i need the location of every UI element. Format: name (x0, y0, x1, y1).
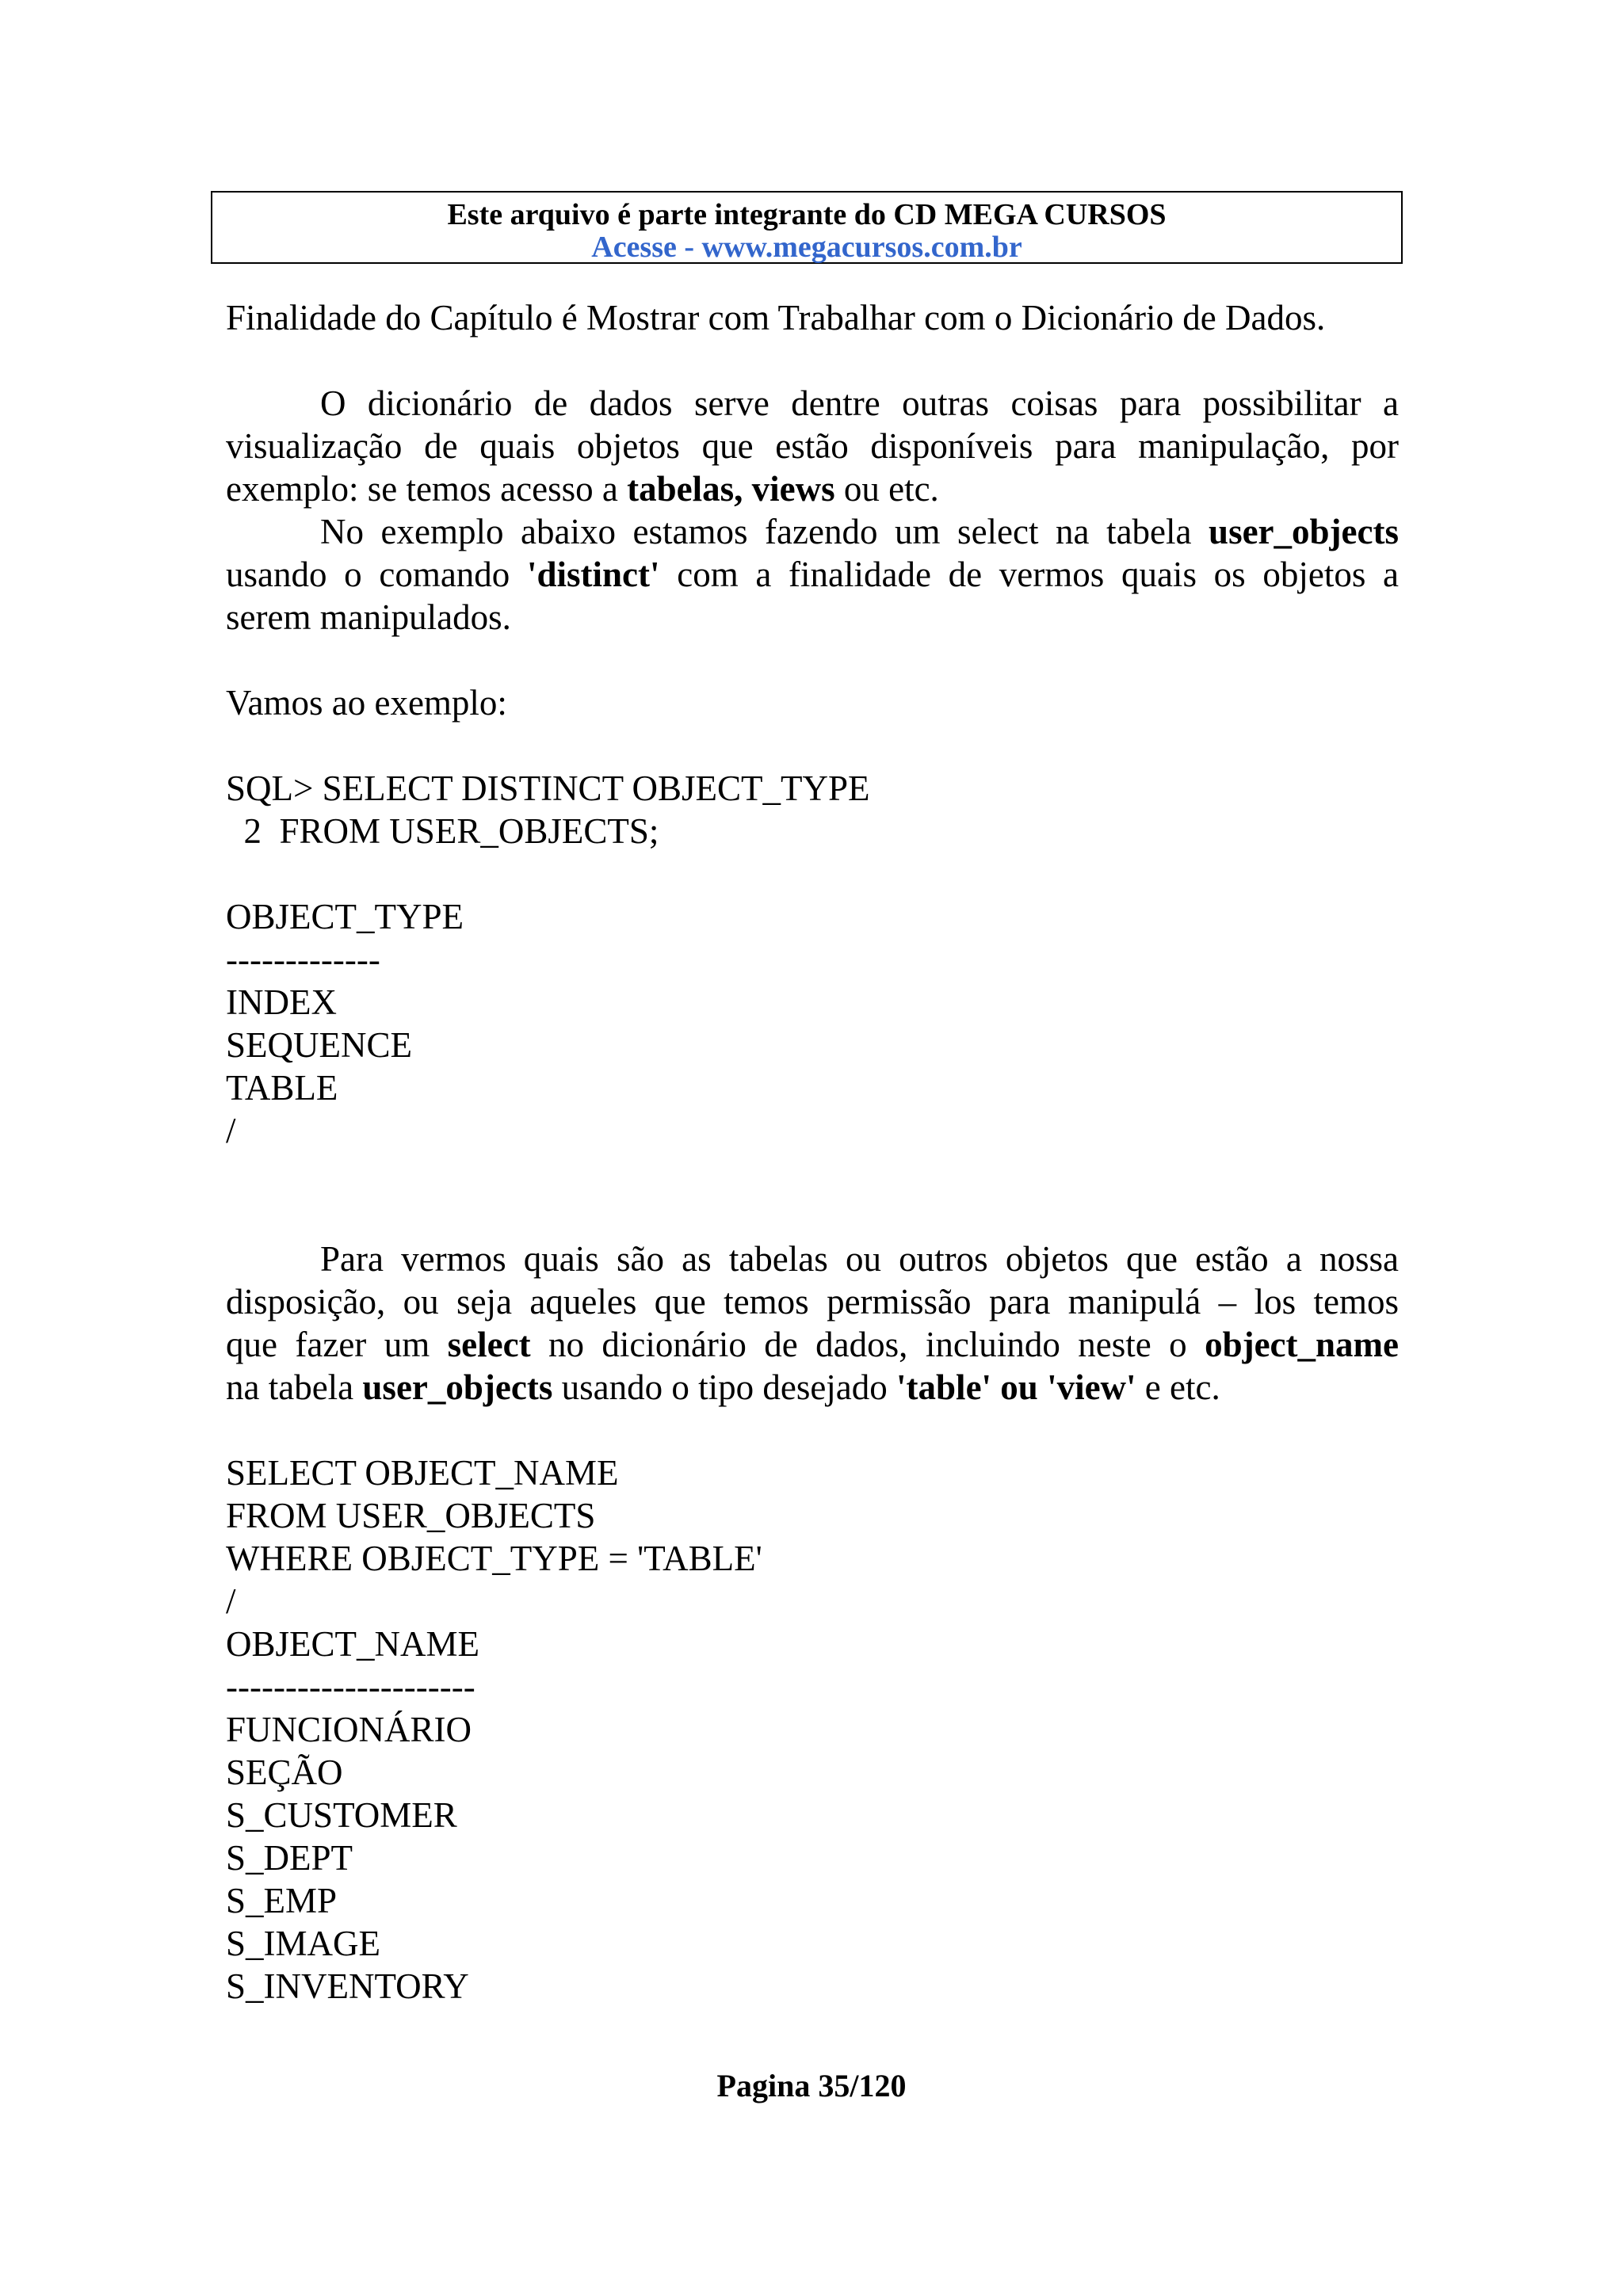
result-row: S_EMP (226, 1881, 338, 1920)
result-row: S_CUSTOMER (226, 1795, 457, 1835)
paragraph-line: usando o comando 'distinct' com a finalidade de vermos quais os objetos a (226, 555, 1399, 594)
result-row: SEÇÃO (226, 1753, 343, 1792)
result-row: S_DEPT (226, 1838, 353, 1878)
paragraph-line: No exemplo abaixo estamos fazendo um select na tabela user_objects (320, 512, 1399, 551)
paragraph-line: que fazer um select no dicionário de dados, incluindo neste o object_name (226, 1325, 1399, 1364)
page-number: Pagina 35/120 (716, 2068, 907, 2103)
sql-query-distinct (226, 767, 1399, 852)
code-line: SELECT OBJECT_NAME (226, 1453, 619, 1493)
result-row: FUNCIONÁRIO (226, 1710, 472, 1749)
code-line: WHERE OBJECT_TYPE = 'TABLE' (226, 1539, 762, 1578)
code-slash: / (226, 1581, 236, 1621)
result-row: SEQUENCE (226, 1025, 412, 1065)
sql-query-object-name (226, 1451, 1399, 1623)
result-row: INDEX (226, 982, 337, 1022)
paragraph-line: O dicionário de dados serve dentre outras coisas para possibilitar a (320, 383, 1399, 423)
bold-text: select (447, 1325, 531, 1364)
code-line: FROM USER_OBJECTS (226, 1496, 596, 1535)
chapter-purpose: Finalidade do Capítulo é Mostrar com Trabalhar com o Dicionário de Dados. (226, 298, 1326, 338)
bold-text: object_name (1205, 1325, 1399, 1364)
paragraph-example-intro (226, 510, 1399, 639)
result-row: S_IMAGE (226, 1924, 381, 1963)
example-label: Vamos ao exemplo: (226, 683, 507, 723)
result-row: S_INVENTORY (226, 1966, 469, 2006)
query-result-object-name (226, 1623, 1399, 2008)
code-slash: / (226, 1111, 236, 1150)
paragraph-line: na tabela user_objects usando o tipo desejado 'table' ou 'view' e etc. (226, 1367, 1220, 1407)
paragraph-line: disposição, ou seja aqueles que temos permissão para manipulá – los temos (226, 1282, 1399, 1322)
bold-text: 'distinct' (527, 555, 660, 594)
result-header: OBJECT_NAME (226, 1624, 480, 1664)
result-separator: ------------- (226, 940, 380, 979)
result-row: TABLE (226, 1068, 338, 1108)
query-result-object-type (226, 895, 1399, 1152)
header-box (211, 191, 1403, 264)
paragraph-line: serem manipulados. (226, 597, 511, 637)
bold-text: 'table' ou 'view' (896, 1367, 1136, 1407)
bold-text: user_objects (362, 1367, 553, 1407)
header-website: Acesse - www.megacursos.com.br (591, 231, 1022, 264)
paragraph-object-name (226, 1238, 1399, 1409)
result-separator: --------------------- (226, 1667, 475, 1707)
bold-text: user_objects (1209, 512, 1399, 551)
paragraph-line: visualização de quais objetos que estão disponíveis para manipulação, por (226, 426, 1399, 466)
paragraph-dictionary-intro (226, 382, 1399, 510)
code-line: 2 FROM USER_OBJECTS; (226, 811, 659, 851)
page-content (226, 296, 1399, 2008)
bold-text: tabelas, views (627, 469, 835, 509)
paragraph-line: Para vermos quais são as tabelas ou outros objetos que estão a nossa (320, 1239, 1399, 1279)
code-line: SQL> SELECT DISTINCT OBJECT_TYPE (226, 769, 870, 808)
paragraph-line: exemplo: se temos acesso a tabelas, views ou etc. (226, 469, 939, 509)
header-title: Este arquivo é parte integrante do CD MEGA CURSOS (447, 198, 1167, 231)
result-header: OBJECT_TYPE (226, 897, 464, 936)
